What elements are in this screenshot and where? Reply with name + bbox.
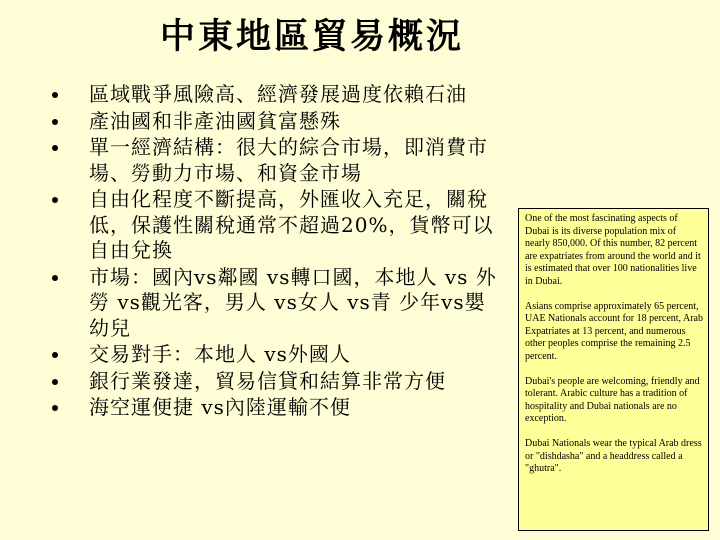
bullet-item: [48, 265, 498, 342]
bullet-dot-icon: [52, 405, 58, 411]
bullet-text: 市場：國內vs鄰國 vs轉口國，本地人 vs 外勞 vs觀光客，男人 vs女人 vs青 少年vs嬰 幼兒: [89, 264, 497, 340]
bullet-dot-icon: [52, 352, 58, 358]
bullet-text: 海空運便捷 vs內陸運輸不便: [89, 395, 351, 419]
bullet-item: [48, 395, 498, 421]
info-paragraph: Dubai Nationals wear the typical Arab dress or "dishdasha" and a headdress called a "ghutra".: [525, 437, 702, 475]
info-paragraph: One of the most fascinating aspects of Dubai is its diverse population mix of nearly 850,000. Of this number, 82 percent are expatriates from around the world and it is estimated that over 100 nationalities live in Dubai.: [525, 213, 701, 287]
bullet-item: [48, 109, 498, 135]
bullet-item: [48, 135, 498, 186]
bullet-dot-icon: [52, 92, 58, 98]
bullet-item: [48, 82, 498, 108]
info-paragraph: Dubai's people are welcoming, friendly and tolerant. Arabic culture has a tradition of hospitality and Dubai nationals are no exception.: [525, 375, 700, 425]
bullet-dot-icon: [52, 379, 58, 385]
bullet-text: 自由化程度不斷提高，外匯收入充足，關稅低，保護性關稅通常不超過20%，貨幣可以自由兌換: [89, 187, 494, 262]
bullet-item: [48, 369, 498, 395]
slide-title: 中東地區貿易概況: [160, 17, 465, 57]
bullet-text: 單一經濟結構：很大的綜合市場，即消費市場、勞動力市場、和資金市場: [89, 135, 488, 185]
bullet-text: 區域戰爭風險高、經濟發展過度依賴石油: [89, 82, 467, 106]
info-paragraph: Asians comprise approximately 65 percent, UAE Nationals account for 18 percent, Arab Expatriates at 13 percent, and numerous other peoples comprise the remaining 2.5 percent.: [525, 300, 703, 362]
bullet-dot-icon: [52, 275, 58, 281]
dubai-info-box: [518, 208, 709, 531]
bullet-item: [48, 342, 498, 368]
bullet-text: 產油國和非產油國貧富懸殊: [89, 108, 341, 133]
bullet-text: 交易對手：本地人 vs外國人: [89, 342, 351, 366]
bullet-text: 銀行業發達，貿易信貸和結算非常方便: [89, 368, 446, 393]
bullet-item: [48, 187, 498, 264]
bullet-dot-icon: [52, 119, 58, 125]
bullet-dot-icon: [52, 197, 58, 203]
bullet-list: [48, 82, 498, 422]
bullet-dot-icon: [52, 145, 58, 151]
